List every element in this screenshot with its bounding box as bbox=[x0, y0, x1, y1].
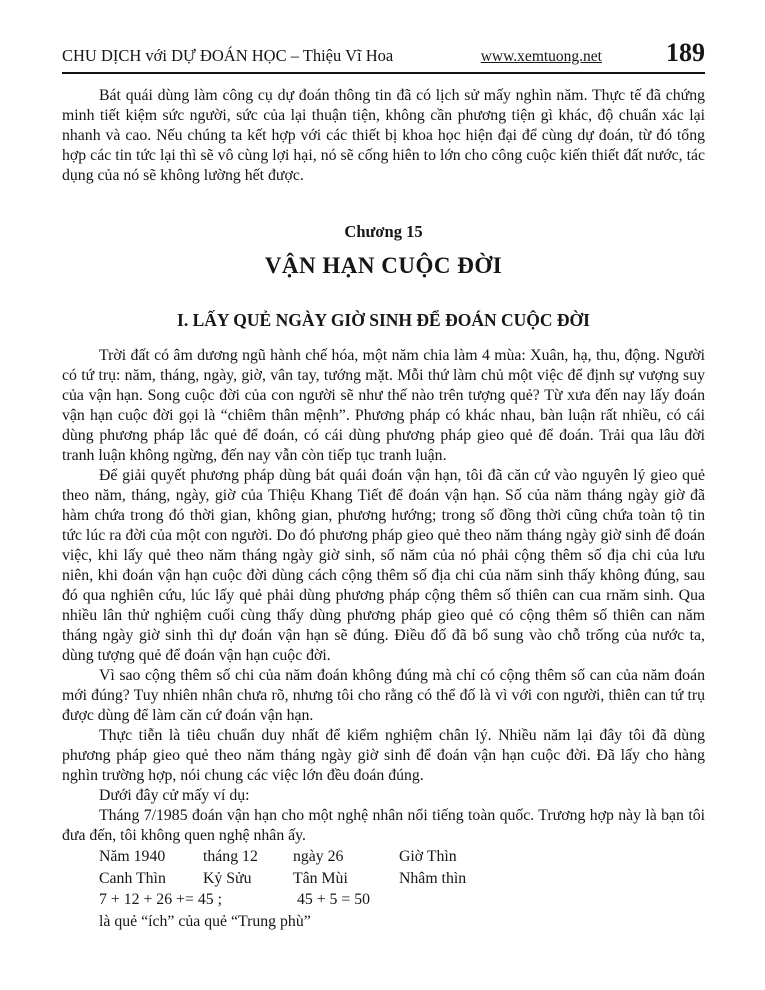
book-title: CHU DỊCH với DỰ ĐOÁN HỌC – Thiệu Vĩ Hoa bbox=[62, 46, 394, 65]
chapter-label: Chương 15 bbox=[344, 222, 423, 241]
example-calc-row bbox=[62, 889, 705, 911]
canchi-cell-hour: Nhâm thìn bbox=[399, 869, 467, 887]
example-intro: Tháng 7/1985 đoán vận hạn cho một nghệ nhân nổi tiếng toàn quốc. Trương hợp này là bạn tôi đưa đến, tôi không quen nghệ nhân ấy. bbox=[62, 807, 705, 844]
date-cell-day: ngày 26 bbox=[293, 848, 344, 865]
canchi-cell-year: Canh Thìn bbox=[99, 869, 166, 887]
examples-lead: Dưới đây cử mấy ví dụ: bbox=[99, 787, 250, 804]
calc-sum-left: 7 + 12 + 26 += 45 ; bbox=[99, 891, 222, 908]
page-number: 189 bbox=[666, 38, 705, 67]
example-date-row bbox=[62, 846, 705, 868]
body-paragraph-4: Thực tiễn là tiêu chuẩn duy nhất để kiểm nghiệm chân lý. Nhiều năm lại đây tôi đã dùng phương pháp gieo quẻ theo năm tháng ngày giờ sinh để đoán vận hạn cuộc đời. Đã lấy cho hàng nghìn trường hợp, nói chung các việc lớn đều đoán đúng. bbox=[62, 727, 705, 784]
canchi-cell-month: Kỷ Sửu bbox=[203, 869, 252, 887]
intro-paragraph: Bát quái dùng làm công cụ dự đoán thông tin đã có lịch sử mấy nghìn năm. Thực tế đã chứng minh tiết kiệm sức người, sức của lại thuận tiện, không cần phương tiện gì khác, độ chuẩn xác lại nhanh và cao. Nếu chúng ta kết hợp với các thiết bị khoa học hiện đại để cùng dự đoán, từ đó tổng hợp các tin tức lại thì sẽ vô cùng lợi hại, nó sẽ cống hiên to lớn cho công cuộc kiến thiết đất nước, tác dụng của nó sẽ không lường hết được. bbox=[62, 87, 705, 184]
website-link[interactable]: www.xemtuong.net bbox=[480, 48, 602, 65]
date-cell-month: tháng 12 bbox=[203, 848, 258, 865]
running-header bbox=[62, 38, 705, 67]
section-body bbox=[62, 346, 705, 846]
example-result-line: là quẻ “ích” của quẻ “Trung phù” bbox=[99, 912, 311, 930]
example-table bbox=[62, 846, 705, 932]
chapter-title: VẬN HẠN CUỘC ĐỜI bbox=[264, 253, 503, 278]
canchi-cell-day: Tân Mùi bbox=[293, 869, 348, 887]
date-cell-hour: Giờ Thìn bbox=[399, 848, 457, 865]
example-canchi-row bbox=[62, 868, 705, 890]
body-paragraph-3: Vì sao cộng thêm số chi của năm đoán không đúng mà chỉ có cộng thêm số can của năm đoán mới đúng? Tuy nhiên nhân chưa rõ, nhưng tôi cho rằng có thể đố là vì với con người, thiên can tứ trụ được dùng để làm căn cứ đoán vận hạn. bbox=[62, 667, 705, 724]
date-cell-year: Năm 1940 bbox=[99, 848, 166, 865]
header-divider bbox=[62, 72, 705, 74]
body-paragraph-2: Để giải quyết phương pháp dùng bát quái đoán vận hạn, tôi đã căn cứ vào nguyên lý gieo quẻ theo năm, tháng, ngày, giờ của Thiệu Khang Tiết để đoán vận hạn. Số của năm tháng ngày giờ đã hàm chứa trong đó thời gian, không gian, phương hướng; trong số đồng thời cũng chứa toàn tộ tin tức lúc ra đời của một con người. Do đó phương pháp gieo quẻ theo năm tháng ngày giờ sinh để đoán việc, khi lấy quẻ theo năm tháng ngày giờ sinh, số năm của nó phải cộng thêm số địa chi của lưu niên, khi đoán vận hạn cuộc đời dùng cách cộng thêm số địa chi của năm sinh thấy không đúng, sau đó qua nghiên cứu, lúc lấy quẻ phải dùng phương pháp cộng thêm số thiên can cua rnăm sinh. Qua nhiều lân thử nghiệm cuối cùng thấy dùng phương pháp gieo quẻ có cộng thêm số thiên can năm tháng ngày giờ sinh thì dự đoán vận hạn sẽ đúng. Điều đố đã bổ sung vào chỗ trống của nước ta, dùng tượng quẻ để đoán vận hạn cuộc đời. bbox=[62, 467, 705, 664]
body-paragraph-1: Trời đất có âm dương ngũ hành chế hóa, một năm chia làm 4 mùa: Xuân, hạ, thu, động. Người có tứ trụ: năm, tháng, ngày, giờ, vân tay, tướng mặt. Mỗi thứ làm chủ một việc để định sự vượng suy của vận hạn. Song cuộc đời của con người sẽ như thế nào trên tượng quẻ? Từ xưa đến nay lấy đoán vận hạn cuộc đời gọi là “chiêm thân mệnh”. Phương pháp có khác nhau, bàn luận rất nhiều, có cái dùng phương pháp lắc quẻ để đoán, có cái dùng phương pháp gieo quẻ để đoán. Trải qua lâu đời tranh luận không ngừng, đến nay vẫn còn tiếp tục tranh luận. bbox=[62, 347, 705, 464]
calc-sum-right: 45 + 5 = 50 bbox=[296, 891, 371, 908]
section-heading: I. LẤY QUẺ NGÀY GIỜ SINH ĐỂ ĐOÁN CUỘC ĐỜI bbox=[177, 310, 590, 330]
